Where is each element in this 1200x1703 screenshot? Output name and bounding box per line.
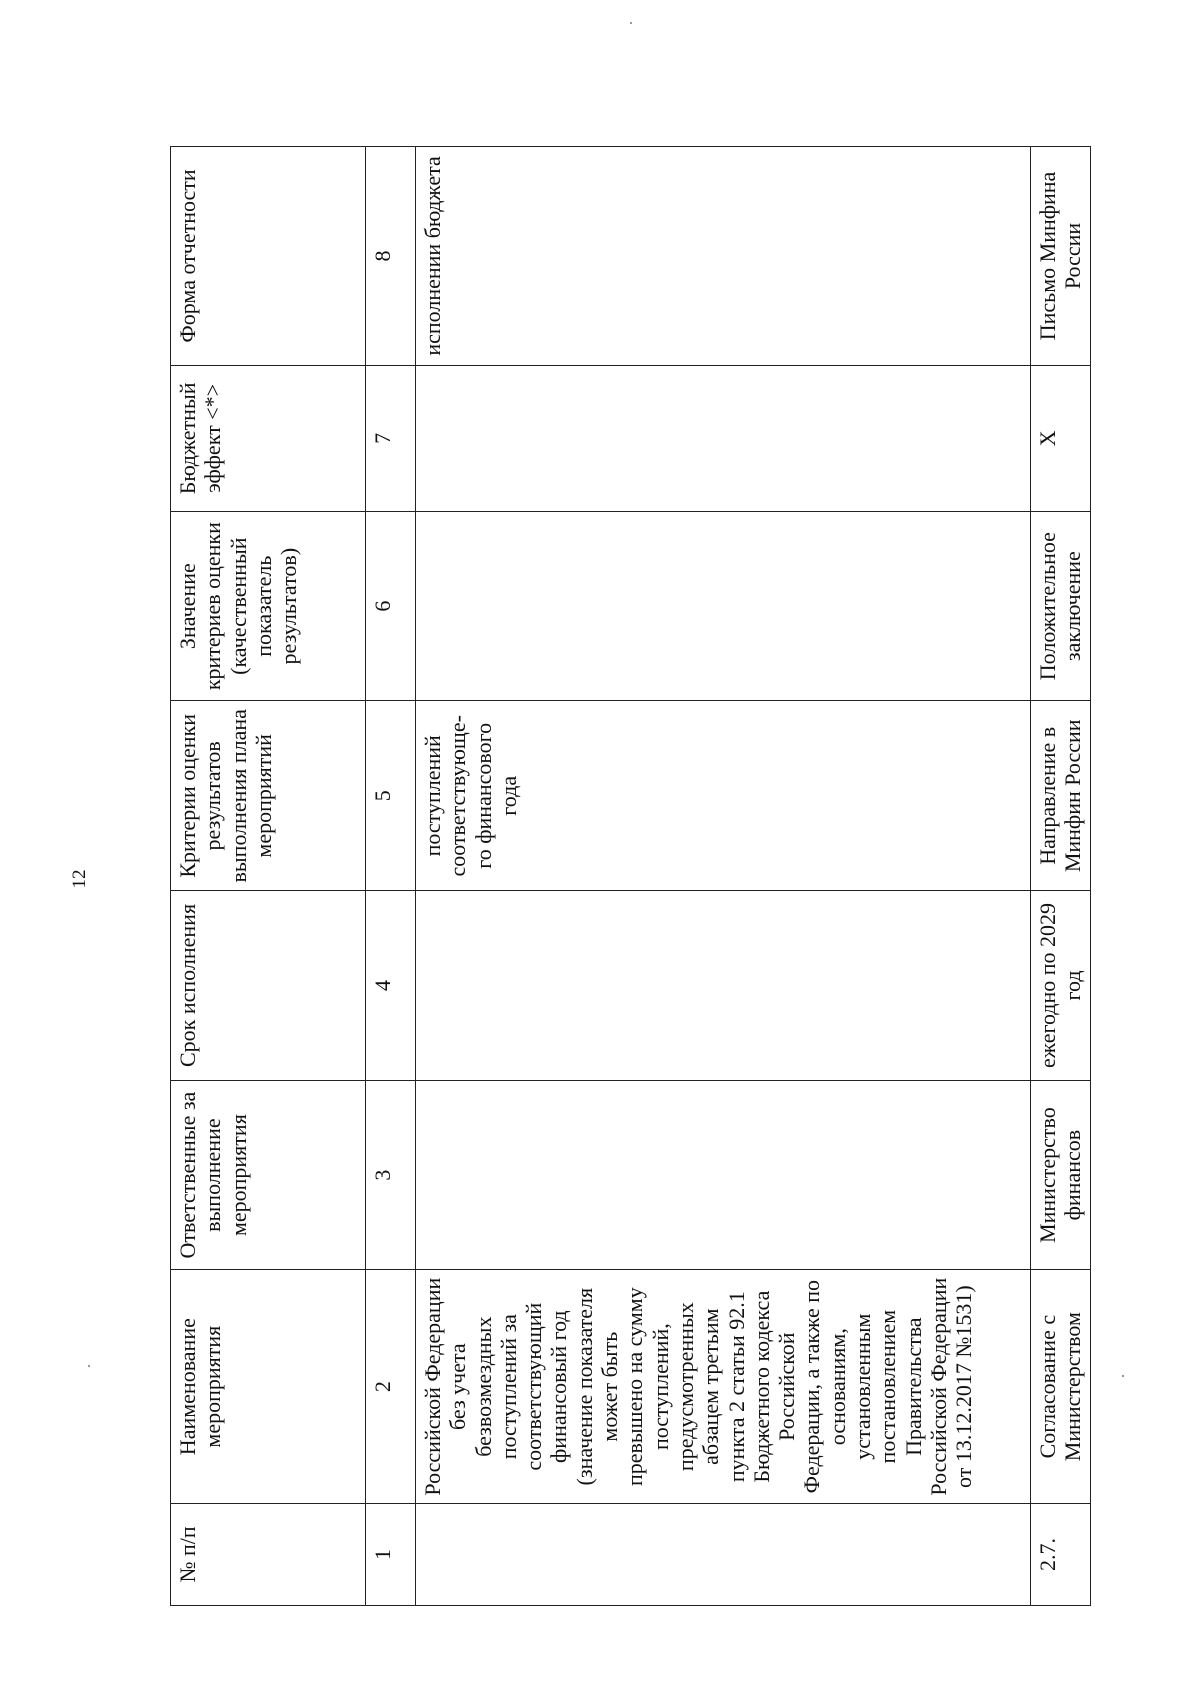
cell-deadline: ежегодно по 2029 год [1031,891,1091,1081]
header-cell-effect: Бюджетный эффект <*> [171,365,366,511]
column-number: 5 [366,701,416,891]
cell-criteria: Направление в Минфин России [1031,701,1091,891]
column-number: 3 [366,1080,416,1270]
cell-num: 2.7. [1031,1503,1091,1605]
header-row [171,147,366,1606]
column-number: 1 [366,1503,416,1605]
column-number: 2 [366,1270,416,1503]
cell-num [416,1503,1031,1605]
rotated-table-wrapper [170,146,1090,1606]
page-number: 12 [69,869,90,889]
table-row-2-7 [1031,147,1091,1606]
column-number: 8 [366,147,416,366]
cell-name: Российской Федерации без учета безвозмездных поступлений за соответствующий финансовый год (значение показателя может быть превышено на сумму поступлений, предусмотренных абзацем третьим пункта 2 статьи 92.1 Бюджетного кодекса Российской Федерации, а также по основаниям, установленным постановлением Правительства Российской Федерации от 13.12.2017 №1531) [416,1270,1031,1503]
header-cell-responsible: Ответственные за выполнение мероприятия [171,1080,366,1270]
cell-responsible [416,1080,1031,1270]
scan-speck [88,1365,90,1367]
header-cell-deadline: Срок исполнения [171,891,366,1081]
table-row-continuation [416,147,1031,1606]
cell-criteria: поступлений соответствующе-го финансового года [416,701,1031,891]
cell-deadline [416,891,1031,1081]
cell-report: исполнении бюджета [416,147,1031,366]
header-cell-value: Значение критериев оценки (качественный показатель результатов) [171,511,366,701]
cell-value: Положительное заключение [1031,511,1091,701]
header-cell-name: Наименование мероприятия [171,1270,366,1503]
action-plan-table [170,146,1091,1606]
cell-value [416,511,1031,701]
scan-speck [630,22,632,24]
column-number-row [366,147,416,1606]
cell-effect: Х [1031,365,1091,511]
scan-speck [1122,1375,1124,1377]
header-cell-criteria: Критерии оценки результатов выполнения плана мероприятий [171,701,366,891]
column-number: 4 [366,891,416,1081]
header-cell-num: № п/п [171,1503,366,1605]
cell-name: Согласование с Министерством [1031,1270,1091,1503]
column-number: 6 [366,511,416,701]
cell-report: Письмо Минфина России [1031,147,1091,366]
cell-effect [416,365,1031,511]
cell-responsible: Министерство финансов [1031,1080,1091,1270]
column-number: 7 [366,365,416,511]
header-cell-report: Форма отчетности [171,147,366,366]
